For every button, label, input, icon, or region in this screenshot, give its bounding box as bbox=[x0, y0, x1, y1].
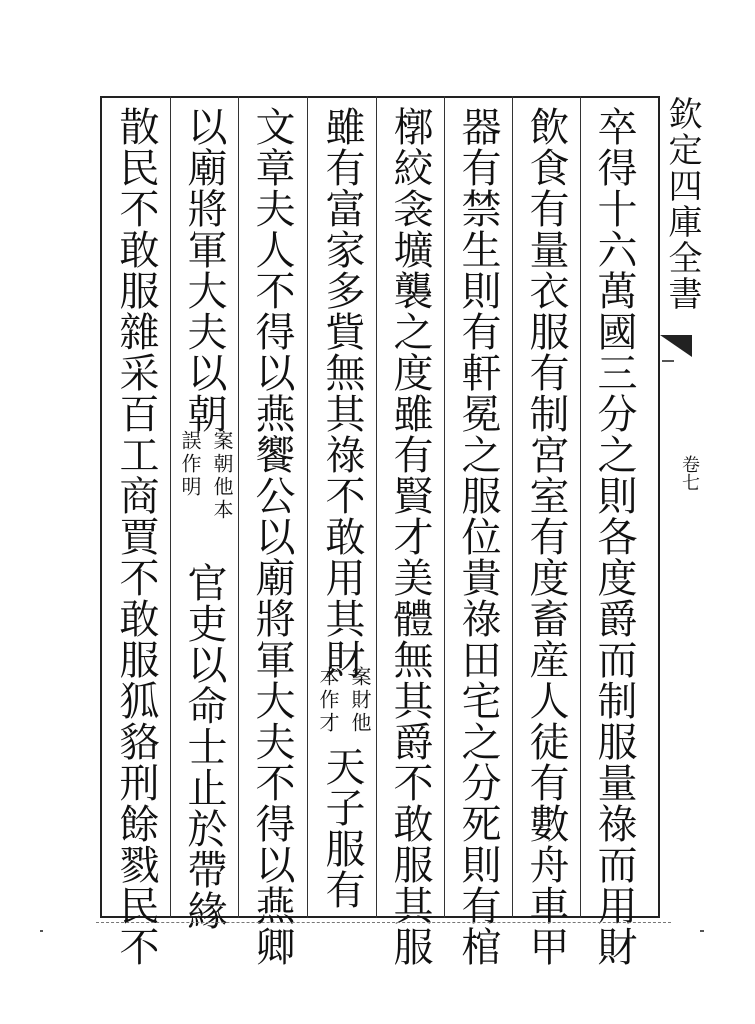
text-column-6: 文章夫人不得以燕饗公以廟將軍大夫不得以燕卿 bbox=[249, 106, 295, 967]
scan-speck bbox=[700, 930, 704, 932]
text-column-5a: 雖有富家多貲無其祿不敢用其財 bbox=[319, 106, 365, 680]
annotation-left: 本作才 bbox=[316, 666, 340, 735]
annotation-right: 案朝他本 bbox=[210, 430, 234, 522]
book-title: 欽定四庫全書 bbox=[662, 96, 702, 312]
column-rule bbox=[170, 96, 171, 918]
text-column-1: 卒得十六萬國三分之則各度爵而制服量祿而用財 bbox=[591, 106, 637, 967]
fishtail-mark bbox=[660, 335, 692, 357]
text-column-8: 散民不敢服雜采百工商賈不敢服狐貉刑餘戮民不 bbox=[113, 106, 159, 967]
text-column-4: 槨絞衾壙襲之度雖有賢才美體無其爵不敢服其服 bbox=[387, 106, 433, 967]
column-rule bbox=[580, 96, 581, 918]
text-column-2: 飲食有量衣服有制宮室有度畜産人徒有數舟車甲 bbox=[523, 106, 569, 967]
annotation-left: 誤作明 bbox=[178, 430, 202, 499]
bottom-scan-line bbox=[96, 922, 671, 923]
annotation-right: 案財他 bbox=[348, 666, 372, 735]
text-column-3: 器有禁生則有軒冕之服位貴祿田宅之分死則有棺 bbox=[455, 106, 501, 967]
column-rule bbox=[376, 96, 377, 918]
column-rule bbox=[238, 96, 239, 918]
scan-speck bbox=[40, 930, 43, 932]
text-column-5b: 天子服有 bbox=[319, 746, 365, 910]
scan-speck bbox=[662, 360, 674, 362]
juan-number: 卷七 bbox=[679, 455, 700, 491]
text-column-7a: 以廟將軍大夫以朝 bbox=[181, 106, 227, 434]
column-rule bbox=[512, 96, 513, 918]
column-rule bbox=[307, 96, 308, 918]
text-column-7b: 官吏以命士止於帶緣 bbox=[181, 562, 227, 931]
column-rule bbox=[444, 96, 445, 918]
